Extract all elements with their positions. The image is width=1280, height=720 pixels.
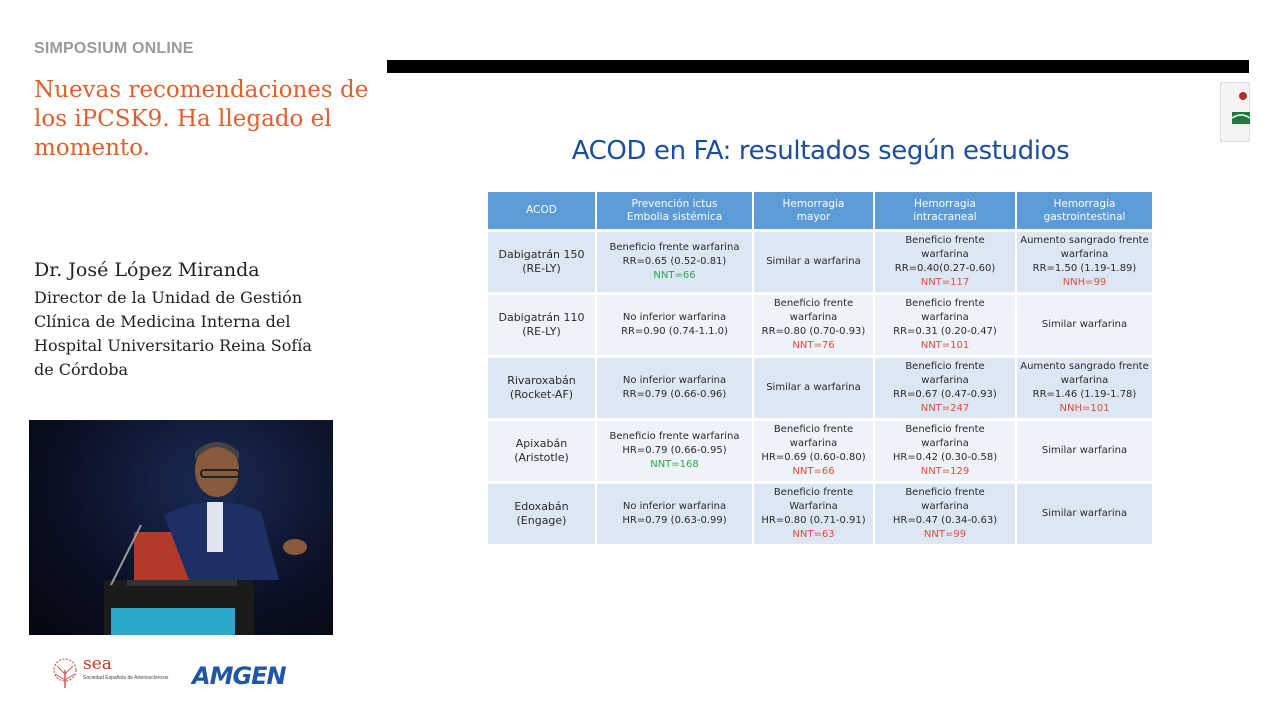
table-row (488, 294, 1153, 357)
result-cell: Beneficio frente warfarina HR=0.69 (0.60-0.80) NNT=66 (753, 420, 874, 483)
table-header-row (488, 192, 1153, 231)
drug-cell: Edoxabán (Engage) (488, 483, 596, 545)
drug-cell: Dabigatrán 110 (RE-LY) (488, 294, 596, 357)
result-cell: Beneficio frente warfarina RR=0.65 (0.52-0.81) NNT=66 (596, 231, 753, 294)
results-table (488, 192, 1154, 544)
result-cell: Beneficio frente warfarina HR=0.47 (0.34-0.63) NNT=99 (874, 483, 1016, 545)
talk-title: Nuevas recomendaciones de los iPCSK9. Ha llegado el momento. (34, 77, 369, 161)
result-cell: Similar a warfarina (753, 357, 874, 420)
table-row (488, 483, 1153, 545)
result-cell: Beneficio frente warfarina RR=0.67 (0.47-0.93) NNT=247 (874, 357, 1016, 420)
corner-logo (1220, 82, 1250, 142)
tree-icon (48, 656, 82, 690)
result-cell: Similar warfarina (1016, 294, 1153, 357)
drug-cell: Apixabán (Aristotle) (488, 420, 596, 483)
nnt-value: NNH=99 (1062, 277, 1107, 288)
slide-title: ACOD en FA: resultados según estudios (571, 136, 1070, 166)
sea-logo-subtext: Sociedad Española de Arteriosclerosis (83, 675, 169, 681)
speaker-figure-image (29, 420, 333, 635)
result-cell: No inferior warfarina RR=0.79 (0.66-0.96) (596, 357, 753, 420)
speaker-name: Dr. José López Miranda (34, 259, 260, 281)
nnt-value: NNT=66 (792, 466, 835, 477)
nnt-value: NNT=247 (920, 403, 970, 414)
header-acod: ACOD (488, 192, 596, 231)
event-label: SIMPOSIUM ONLINE (34, 40, 194, 57)
sea-logo (48, 656, 178, 690)
result-cell: No inferior warfarina HR=0.79 (0.63-0.99) (596, 483, 753, 545)
table-row (488, 231, 1153, 294)
nnt-value: NNT=101 (920, 340, 970, 351)
result-cell: Beneficio frente warfarina RR=0.40(0.27-0.60) NNT=117 (874, 231, 1016, 294)
table-row (488, 357, 1153, 420)
result-cell: Beneficio frente warfarina HR=0.42 (0.30-0.58) NNT=129 (874, 420, 1016, 483)
nnt-value: NNT=99 (923, 529, 967, 540)
header-stroke-prevention: Prevención ictus Embolia sistémica (596, 192, 753, 231)
result-cell: Aumento sangrado frente warfarina RR=1.46 (1.19-1.78) NNH=101 (1016, 357, 1153, 420)
header-gi-bleeding: Hemorragia gastrointestinal (1016, 192, 1153, 231)
result-cell: Beneficio frente warfarina RR=0.31 (0.20-0.47) NNT=101 (874, 294, 1016, 357)
nnt-value: NNT=63 (792, 529, 835, 540)
nnt-value: NNH=101 (1059, 403, 1110, 414)
nnt-value: NNT=168 (650, 459, 699, 470)
table-row (488, 420, 1153, 483)
sea-logo-text: sea (83, 654, 112, 674)
result-cell: Beneficio frente warfarina HR=0.79 (0.66-0.95) NNT=168 (596, 420, 753, 483)
result-cell: Similar a warfarina (753, 231, 874, 294)
result-cell: No inferior warfarina RR=0.90 (0.74-1.1.0) (596, 294, 753, 357)
result-cell: Similar warfarina (1016, 483, 1153, 545)
header-major-bleeding: Hemorragia mayor (753, 192, 874, 231)
nnt-value: NNT=76 (792, 340, 835, 351)
result-cell: Similar warfarina (1016, 420, 1153, 483)
drug-cell: Dabigatrán 150 (RE-LY) (488, 231, 596, 294)
speaker-role: Director de la Unidad de Gestión Clínica de Medicina Interna del Hospital Universitario Reina Sofía de Córdoba (34, 288, 312, 379)
nnt-value: NNT=66 (653, 270, 696, 281)
drug-cell: Rivaroxabán (Rocket-AF) (488, 357, 596, 420)
header-intracranial-bleeding: Hemorragia intracraneal (874, 192, 1016, 231)
speaker-video[interactable] (29, 420, 333, 635)
result-cell: Beneficio frente warfarina RR=0.80 (0.70-0.93) NNT=76 (753, 294, 874, 357)
result-cell: Aumento sangrado frente warfarina RR=1.50 (1.19-1.89) NNH=99 (1016, 231, 1153, 294)
nnt-value: NNT=129 (920, 466, 970, 477)
slide-top-bar (387, 60, 1249, 73)
amgen-logo: AMGEN (192, 662, 286, 690)
result-cell: Beneficio frente Warfarina HR=0.80 (0.71-0.91) NNT=63 (753, 483, 874, 545)
nnt-value: NNT=117 (920, 277, 970, 288)
